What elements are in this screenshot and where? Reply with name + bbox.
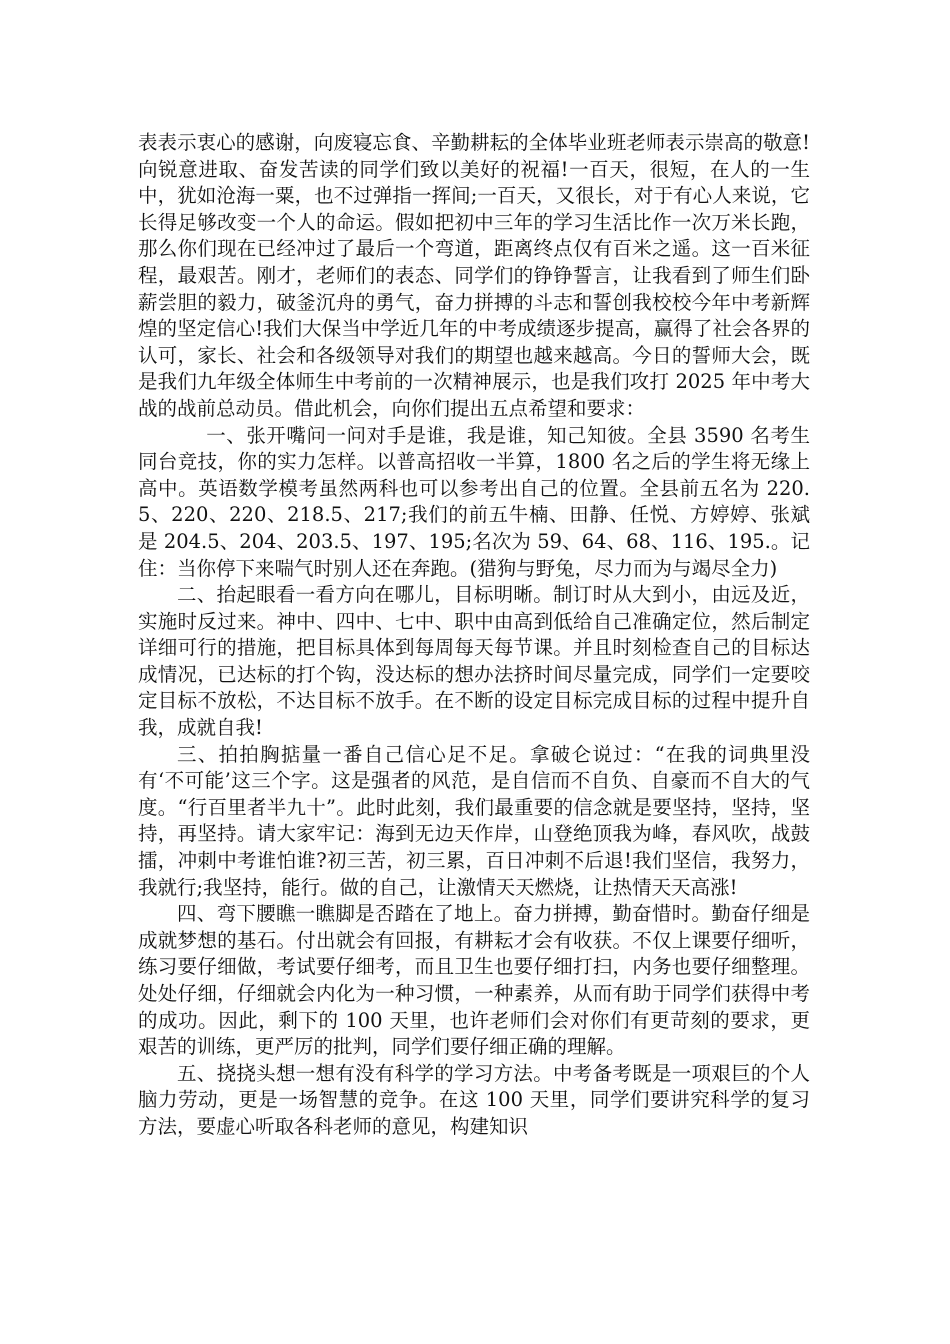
paragraph-point-five: 五、挠挠头想一想有没有科学的学习方法。中考备考既是一项艰巨的个人脑力劳动，更是一场智慧的竞争。在这 100 天里，同学们要讲究科学的复习方法，要虚心听取各科老师的意见，构建知识 [138, 1061, 810, 1138]
paragraph-point-two: 二、抬起眼看一看方向在哪儿，目标明晰。制订时从大到小，由远及近，实施时反过来。神中、四中、七中、职中由高到低给自己准确定位，然后制定详细可行的措施，把目标具体到每周每天每节课。并且时刻检查自己的目标达成情况，已达标的打个钩，没达标的想办法挤时间尽量完成，同学们一定要咬定目标不放松，不达目标不放手。在不断的设定目标完成目标的过程中提升自我，成就自我! [138, 583, 810, 740]
paragraph-point-one: 一、张开嘴问一问对手是谁，我是谁，知己知彼。全县 3590 名考生同台竞技，你的实力怎样。以普高招收一半算，1800 名之后的学生将无缘上高中。英语数学模考虽然两科也可以参考出自己的位置。全县前五名为 220.5、220、220、218.5、217;我们的前五牛楠、田静、任悦、方婷婷、张斌是 204.5、204、203.5、197、195;名次为 59、64、68、116、195.。记住：当你停下来喘气时别人还在奔跑。(猎狗与野兔，尽力而为与竭尽全力) [138, 423, 810, 580]
paragraph-intro: 表表示衷心的感谢，向废寝忘食、辛勤耕耘的全体毕业班老师表示崇高的敬意!向锐意进取、奋发苦读的同学们致以美好的祝福!一百天，很短，在人的一生中，犹如沧海一粟，也不过弹指一挥间;一百天，又很长，对于有心人来说，它长得足够改变一个人的命运。假如把初中三年的学习生活比作一次万米长跑，那么你们现在已经冲过了最后一个弯道，距离终点仅有百米之遥。这一百米征程，最艰苦。刚才，老师们的表态、同学们的铮铮誓言，让我看到了师生们卧薪尝胆的毅力，破釜沉舟的勇气，奋力拼搏的斗志和誓创我校校今年中考新辉煌的坚定信心!我们大保当中学近几年的中考成绩逐步提高，赢得了社会各界的认可，家长、社会和各级领导对我们的期望也越来越高。今日的誓师大会，既是我们九年级全体师生中考前的一次精神展示，也是我们攻打 2025 年中考大战的战前总动员。借此机会，向你们提出五点希望和要求： [138, 131, 810, 420]
paragraph-point-four: 四、弯下腰瞧一瞧脚是否踏在了地上。奋力拼搏，勤奋惜时。勤奋仔细是成就梦想的基石。付出就会有回报，有耕耘才会有收获。不仅上课要仔细听，练习要仔细做，考试要仔细考，而且卫生也要仔细打扫，内务也要仔细整理。处处仔细，仔细就会内化为一种习惯，一种素养，从而有助于同学们获得中考的成功。因此，剩下的 100 天里，也许老师们会对你们有更苛刻的要求，更艰苦的训练，更严厉的批判，同学们要仔细正确的理解。 [138, 902, 810, 1059]
document-body [138, 130, 810, 1141]
paragraph-point-three: 三、拍拍胸掂量一番自己信心足不足。拿破仑说过：“在我的词典里没有‘不可能’这三个字。这是强者的风范，是自信而不自负、自豪而不自大的气度。“行百里者半九十”。此时此刻，我们最重要的信念就是要坚持，坚持，坚持，再坚持。请大家牢记：海到无边天作岸，山登绝顶我为峰，春风吹，战鼓擂，冲刺中考谁怕谁?初三苦，初三累，百日冲刺不后退!我们坚信，我努力，我就行;我坚持，能行。做的自己，让激情天天燃烧，让热情天天高涨! [138, 742, 810, 899]
